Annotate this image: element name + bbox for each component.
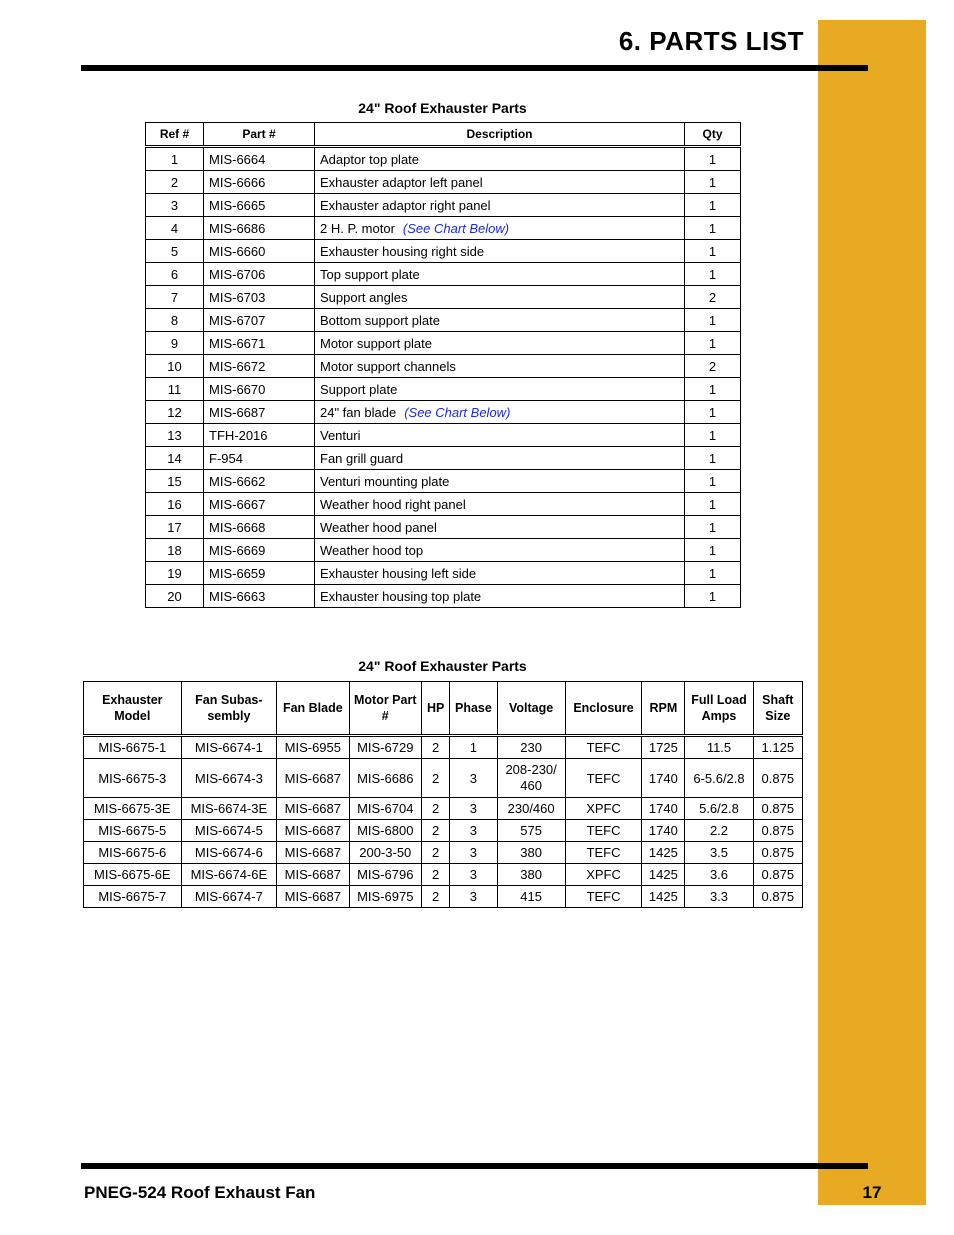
- fan-blade-cell: MIS-6955: [277, 736, 349, 759]
- ref-cell: 6: [146, 263, 204, 286]
- header-rule: [81, 65, 868, 71]
- amps-cell: 2.2: [685, 820, 753, 842]
- table-row: [84, 736, 803, 759]
- ref-cell: 8: [146, 309, 204, 332]
- part-cell: MIS-6664: [204, 147, 315, 171]
- subassembly-cell: MIS-6674-6E: [181, 864, 277, 886]
- table-row: [146, 585, 741, 608]
- part-cell: MIS-6687: [204, 401, 315, 424]
- description-cell: [315, 378, 685, 401]
- table-row: [146, 332, 741, 355]
- ref-cell: 18: [146, 539, 204, 562]
- ref-cell: 4: [146, 217, 204, 240]
- description-text: Top support plate: [320, 266, 420, 282]
- voltage-cell: 230: [497, 736, 565, 759]
- hp-cell: 2: [421, 798, 449, 820]
- ref-cell: 2: [146, 171, 204, 194]
- description-cell: [315, 286, 685, 309]
- qty-cell: 1: [685, 562, 741, 585]
- phase-cell: 3: [450, 864, 497, 886]
- part-cell: TFH-2016: [204, 424, 315, 447]
- description-text: Exhauster housing top plate: [320, 588, 482, 604]
- table-row: [146, 355, 741, 378]
- part-cell: MIS-6669: [204, 539, 315, 562]
- subassembly-cell: MIS-6674-5: [181, 820, 277, 842]
- phase-cell: 3: [450, 798, 497, 820]
- phase-cell: 1: [450, 736, 497, 759]
- part-cell: F-954: [204, 447, 315, 470]
- description-text: Exhauster housing left side: [320, 565, 477, 581]
- voltage-cell: 380: [497, 842, 565, 864]
- table-row: [146, 378, 741, 401]
- qty-cell: 1: [685, 217, 741, 240]
- table-row: [146, 493, 741, 516]
- fan-blade-cell: MIS-6687: [277, 820, 349, 842]
- table-row: [84, 864, 803, 886]
- description-cell: [315, 147, 685, 171]
- ref-cell: 13: [146, 424, 204, 447]
- description-text: Adaptor top plate: [320, 151, 420, 167]
- description-cell: [315, 516, 685, 539]
- enclosure-cell: TEFC: [565, 886, 642, 908]
- qty-cell: 1: [685, 309, 741, 332]
- table-row: [146, 286, 741, 309]
- description-text: Weather hood right panel: [320, 496, 466, 512]
- ref-cell: 20: [146, 585, 204, 608]
- col-exhauster-model: Exhauster Model: [84, 682, 182, 736]
- subassembly-cell: MIS-6674-7: [181, 886, 277, 908]
- table-row: [146, 147, 741, 171]
- amps-cell: 6-5.6/2.8: [685, 759, 753, 798]
- qty-cell: 1: [685, 194, 741, 217]
- description-cell: [315, 493, 685, 516]
- rpm-cell: 1740: [642, 798, 685, 820]
- qty-cell: 1: [685, 424, 741, 447]
- table-row: [84, 759, 803, 798]
- subassembly-cell: MIS-6674-1: [181, 736, 277, 759]
- model-cell: MIS-6675-3: [84, 759, 182, 798]
- motor-part-cell: MIS-6686: [349, 759, 421, 798]
- amps-cell: 3.6: [685, 864, 753, 886]
- subassembly-cell: MIS-6674-3: [181, 759, 277, 798]
- table-row: [146, 447, 741, 470]
- col-part: Part #: [204, 123, 315, 147]
- ref-cell: 17: [146, 516, 204, 539]
- col-motor-part: Motor Part #: [349, 682, 421, 736]
- rpm-cell: 1425: [642, 864, 685, 886]
- ref-cell: 5: [146, 240, 204, 263]
- parts-table: [145, 122, 741, 608]
- part-cell: MIS-6672: [204, 355, 315, 378]
- qty-cell: 1: [685, 378, 741, 401]
- col-ref: Ref #: [146, 123, 204, 147]
- description-text: Weather hood top: [320, 542, 424, 558]
- description-cell: [315, 309, 685, 332]
- qty-cell: 1: [685, 585, 741, 608]
- ref-cell: 19: [146, 562, 204, 585]
- model-cell: MIS-6675-6: [84, 842, 182, 864]
- models-table-body: [84, 736, 803, 908]
- part-cell: MIS-6659: [204, 562, 315, 585]
- description-text: Motor support plate: [320, 335, 433, 351]
- rpm-cell: 1740: [642, 820, 685, 842]
- part-cell: MIS-6667: [204, 493, 315, 516]
- description-text: Venturi mounting plate: [320, 473, 450, 489]
- table-row: [84, 842, 803, 864]
- description-cell: [315, 240, 685, 263]
- description-text: Bottom support plate: [320, 312, 440, 328]
- qty-cell: 1: [685, 516, 741, 539]
- qty-cell: 1: [685, 263, 741, 286]
- ref-cell: 14: [146, 447, 204, 470]
- qty-cell: 1: [685, 470, 741, 493]
- col-rpm: RPM: [642, 682, 685, 736]
- motor-part-cell: MIS-6729: [349, 736, 421, 759]
- description-cell: [315, 217, 685, 240]
- shaft-size-cell: 0.875: [753, 759, 802, 798]
- phase-cell: 3: [450, 759, 497, 798]
- description-cell: [315, 470, 685, 493]
- table-row: [146, 240, 741, 263]
- description-text: Motor support channels: [320, 358, 456, 374]
- description-cell: [315, 263, 685, 286]
- ref-cell: 15: [146, 470, 204, 493]
- voltage-cell: 208-230/ 460: [497, 759, 565, 798]
- phase-cell: 3: [450, 820, 497, 842]
- table2-caption: 24" Roof Exhauster Parts: [358, 658, 527, 674]
- footer-rule: [81, 1163, 868, 1169]
- enclosure-cell: XPFC: [565, 798, 642, 820]
- shaft-size-cell: 0.875: [753, 798, 802, 820]
- phase-cell: 3: [450, 842, 497, 864]
- voltage-cell: 380: [497, 864, 565, 886]
- motor-part-cell: MIS-6704: [349, 798, 421, 820]
- enclosure-cell: TEFC: [565, 820, 642, 842]
- shaft-size-cell: 0.875: [753, 820, 802, 842]
- description-cell: [315, 539, 685, 562]
- phase-cell: 3: [450, 886, 497, 908]
- gold-side-bar: [818, 20, 926, 1205]
- rpm-cell: 1725: [642, 736, 685, 759]
- shaft-size-cell: 0.875: [753, 842, 802, 864]
- table1-caption: 24" Roof Exhauster Parts: [358, 100, 527, 116]
- table-row: [146, 424, 741, 447]
- model-cell: MIS-6675-6E: [84, 864, 182, 886]
- table-row: [146, 562, 741, 585]
- description-cell: [315, 401, 685, 424]
- enclosure-cell: TEFC: [565, 736, 642, 759]
- col-qty: Qty: [685, 123, 741, 147]
- part-cell: MIS-6686: [204, 217, 315, 240]
- qty-cell: 2: [685, 355, 741, 378]
- table-row: [146, 171, 741, 194]
- part-cell: MIS-6666: [204, 171, 315, 194]
- description-text: Exhauster adaptor right panel: [320, 197, 491, 213]
- voltage-cell: 415: [497, 886, 565, 908]
- ref-cell: 10: [146, 355, 204, 378]
- subassembly-cell: MIS-6674-6: [181, 842, 277, 864]
- table-row: [84, 886, 803, 908]
- hp-cell: 2: [421, 842, 449, 864]
- fan-blade-cell: MIS-6687: [277, 759, 349, 798]
- description-text: 2 H. P. motor: [320, 220, 395, 236]
- description-text: Exhauster adaptor left panel: [320, 174, 483, 190]
- fan-blade-cell: MIS-6687: [277, 864, 349, 886]
- fan-blade-cell: MIS-6687: [277, 798, 349, 820]
- enclosure-cell: TEFC: [565, 759, 642, 798]
- amps-cell: 5.6/2.8: [685, 798, 753, 820]
- parts-table-header: [146, 123, 741, 147]
- model-cell: MIS-6675-3E: [84, 798, 182, 820]
- table-row: [84, 820, 803, 842]
- table-row: [146, 401, 741, 424]
- table-row: [146, 470, 741, 493]
- description-text: 24" fan blade: [320, 404, 397, 420]
- qty-cell: 1: [685, 401, 741, 424]
- qty-cell: 1: [685, 171, 741, 194]
- ref-cell: 11: [146, 378, 204, 401]
- description-cell: [315, 424, 685, 447]
- rpm-cell: 1740: [642, 759, 685, 798]
- enclosure-cell: XPFC: [565, 864, 642, 886]
- table-row: [84, 798, 803, 820]
- rpm-cell: 1425: [642, 886, 685, 908]
- models-table: [83, 681, 803, 908]
- col-full-load-amps: Full Load Amps: [685, 682, 753, 736]
- description-text: Weather hood panel: [320, 519, 437, 535]
- ref-cell: 16: [146, 493, 204, 516]
- qty-cell: 2: [685, 286, 741, 309]
- shaft-size-cell: 1.125: [753, 736, 802, 759]
- description-text: Venturi: [320, 427, 361, 443]
- part-cell: MIS-6671: [204, 332, 315, 355]
- model-cell: MIS-6675-5: [84, 820, 182, 842]
- footer-doc-title: PNEG-524 Roof Exhaust Fan: [84, 1183, 316, 1202]
- description-cell: [315, 355, 685, 378]
- motor-part-cell: 200-3-50: [349, 842, 421, 864]
- part-cell: MIS-6660: [204, 240, 315, 263]
- table-row: [146, 516, 741, 539]
- parts-table-body: [146, 147, 741, 608]
- footer-page-number: 17: [862, 1183, 882, 1202]
- col-shaft-size: Shaft Size: [753, 682, 802, 736]
- part-cell: MIS-6703: [204, 286, 315, 309]
- voltage-cell: 230/460: [497, 798, 565, 820]
- part-cell: MIS-6668: [204, 516, 315, 539]
- amps-cell: 11.5: [685, 736, 753, 759]
- part-cell: MIS-6706: [204, 263, 315, 286]
- part-cell: MIS-6662: [204, 470, 315, 493]
- description-text: Support angles: [320, 289, 408, 305]
- qty-cell: 1: [685, 447, 741, 470]
- hp-cell: 2: [421, 759, 449, 798]
- description-text: Support plate: [320, 381, 398, 397]
- description-text: Exhauster housing right side: [320, 243, 485, 259]
- part-cell: MIS-6670: [204, 378, 315, 401]
- part-cell: MIS-6663: [204, 585, 315, 608]
- qty-cell: 1: [685, 240, 741, 263]
- voltage-cell: 575: [497, 820, 565, 842]
- ref-cell: 1: [146, 147, 204, 171]
- motor-part-cell: MIS-6796: [349, 864, 421, 886]
- part-cell: MIS-6665: [204, 194, 315, 217]
- motor-part-cell: MIS-6975: [349, 886, 421, 908]
- col-hp: HP: [421, 682, 449, 736]
- description-cell: [315, 585, 685, 608]
- table-row: [146, 217, 741, 240]
- table-row: [146, 309, 741, 332]
- col-phase: Phase: [450, 682, 497, 736]
- description-cell: [315, 447, 685, 470]
- hp-cell: 2: [421, 886, 449, 908]
- part-cell: MIS-6707: [204, 309, 315, 332]
- qty-cell: 1: [685, 332, 741, 355]
- qty-cell: 1: [685, 147, 741, 171]
- subassembly-cell: MIS-6674-3E: [181, 798, 277, 820]
- col-description: Description: [315, 123, 685, 147]
- ref-cell: 12: [146, 401, 204, 424]
- see-chart-link[interactable]: (See Chart Below): [402, 220, 510, 236]
- col-fan-blade: Fan Blade: [277, 682, 349, 736]
- description-cell: [315, 171, 685, 194]
- hp-cell: 2: [421, 820, 449, 842]
- amps-cell: 3.5: [685, 842, 753, 864]
- hp-cell: 2: [421, 736, 449, 759]
- ref-cell: 3: [146, 194, 204, 217]
- col-fan-subassembly: Fan Subas-sembly: [181, 682, 277, 736]
- ref-cell: 7: [146, 286, 204, 309]
- motor-part-cell: MIS-6800: [349, 820, 421, 842]
- fan-blade-cell: MIS-6687: [277, 842, 349, 864]
- enclosure-cell: TEFC: [565, 842, 642, 864]
- shaft-size-cell: 0.875: [753, 886, 802, 908]
- qty-cell: 1: [685, 539, 741, 562]
- hp-cell: 2: [421, 864, 449, 886]
- ref-cell: 9: [146, 332, 204, 355]
- model-cell: MIS-6675-7: [84, 886, 182, 908]
- description-text: Fan grill guard: [320, 450, 404, 466]
- see-chart-link[interactable]: (See Chart Below): [404, 404, 511, 420]
- fan-blade-cell: MIS-6687: [277, 886, 349, 908]
- description-cell: [315, 562, 685, 585]
- table-row: [146, 263, 741, 286]
- description-cell: [315, 332, 685, 355]
- shaft-size-cell: 0.875: [753, 864, 802, 886]
- rpm-cell: 1425: [642, 842, 685, 864]
- col-enclosure: Enclosure: [565, 682, 642, 736]
- model-cell: MIS-6675-1: [84, 736, 182, 759]
- table-row: [146, 539, 741, 562]
- table-row: [146, 194, 741, 217]
- amps-cell: 3.3: [685, 886, 753, 908]
- description-cell: [315, 194, 685, 217]
- models-table-header: [84, 682, 803, 736]
- col-voltage: Voltage: [497, 682, 565, 736]
- page-title: 6. PARTS LIST: [618, 26, 804, 56]
- qty-cell: 1: [685, 493, 741, 516]
